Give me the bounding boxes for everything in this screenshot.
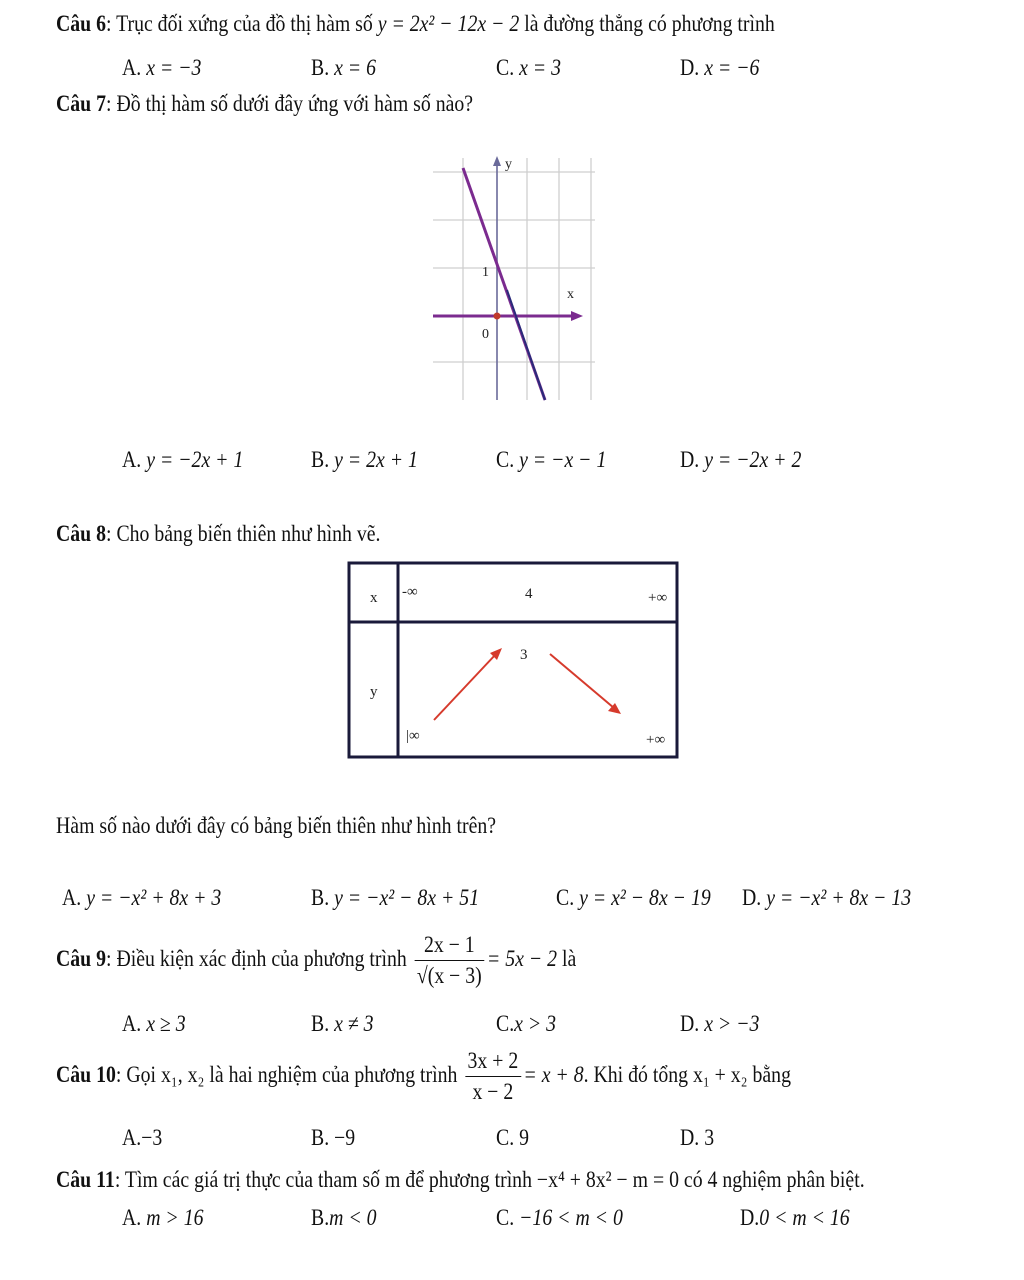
q6-option-a: A. x = −3 (122, 55, 202, 80)
q7-tick-one: 1 (482, 265, 489, 280)
q8-stem (56, 520, 433, 548)
q6-option-d: D. x = −6 (680, 55, 760, 80)
q6-option-b: B. x = 6 (311, 55, 376, 80)
q10-option-c: C. 9 (496, 1125, 529, 1150)
q6-label: Câu 6 (56, 11, 107, 36)
q7-x-arrow (571, 311, 583, 321)
q7-text: : Đồ thị hàm số dưới đây ứng với hàm số nào? (106, 91, 474, 116)
q10-tail: . Khi đó tổng x₁ + x₂ bằng (583, 1061, 791, 1087)
q11-text: : Tìm các giá trị thực của tham số m để phương trình −x⁴ + 8x² − m = 0 có 4 nghiệm phân biệt. (114, 1167, 865, 1192)
q8-x-mid: 4 (525, 586, 533, 602)
q6-stem (56, 10, 892, 38)
q8-x-left: -∞ (402, 584, 418, 600)
q10-stem (56, 1046, 911, 1107)
q9-tail: là (561, 945, 577, 971)
q10-option-a: A.−3 (122, 1125, 163, 1150)
q7-grid (433, 158, 595, 400)
q7-graph (425, 150, 600, 405)
q8-y-label: y (370, 684, 378, 700)
q8-y-right: +∞ (646, 732, 666, 748)
q7-x-label: x (567, 287, 574, 302)
q6-option-c: C. x = 3 (496, 55, 561, 80)
q8-variation-table (346, 560, 680, 760)
q9-option-d: D. x > −3 (680, 1011, 760, 1036)
q8-x-right: +∞ (648, 590, 668, 606)
q10-option-d: D. 3 (680, 1125, 715, 1150)
q7-y-label: y (505, 157, 512, 172)
q11-option-a: A. m > 16 (122, 1205, 204, 1230)
q8-label: Câu 8 (56, 521, 107, 546)
q7-origin-label: 0 (482, 327, 489, 342)
q9-fraction: $\frac{2x - 1}{√(x - 3)}$ (414, 930, 484, 991)
q9-stem (56, 930, 661, 991)
q10-option-b: B. −9 (311, 1125, 356, 1150)
q7-origin-dot (494, 313, 501, 320)
q10-rhs: = x + 8 (523, 1061, 584, 1087)
q9-option-b: B. x ≠ 3 (311, 1011, 374, 1036)
q8-option-c: C. y = x² − 8x − 19 (556, 885, 711, 910)
q7-label: Câu 7 (56, 91, 107, 116)
q11-option-d: D.0 < m < 16 (740, 1205, 850, 1230)
q10-fraction: $\frac{3x + 2}{x - 2}$ (465, 1046, 521, 1107)
q11-option-b: B.m < 0 (311, 1205, 377, 1230)
q6-formula: y = 2x² − 12x − 2 (377, 11, 520, 36)
q8-y-top: 3 (520, 647, 528, 663)
q7-stem (56, 90, 541, 118)
q8-text: : Cho bảng biến thiên như hình vẽ. (106, 521, 381, 546)
q11-label: Câu 11 (56, 1167, 115, 1192)
q9-rhs: = 5x − 2 (486, 945, 558, 971)
q7-option-a: A. y = −2x + 1 (122, 447, 244, 472)
q7-function-line-dark (507, 290, 545, 400)
q8-x-label: x (370, 590, 378, 606)
q9-text: : Điều kiện xác định của phương trình (106, 945, 407, 971)
q8-arrow-up (434, 648, 502, 720)
q8-option-d: D. y = −x² + 8x − 13 (742, 885, 912, 910)
q9-label: Câu 9 (56, 945, 107, 971)
q9-option-a: A. x ≥ 3 (122, 1011, 186, 1036)
q10-label: Câu 10 (56, 1061, 116, 1087)
q8-question: Hàm số nào dưới đây có bảng biến thiên như hình trên? (56, 813, 497, 838)
q11-option-c: C. −16 < m < 0 (496, 1205, 623, 1230)
q8-arrow-down (550, 654, 621, 714)
q8-option-b: B. y = −x² − 8x + 51 (311, 885, 480, 910)
q6-text-before: : Trục đối xứng của đồ thị hàm số (106, 11, 378, 36)
q7-option-c: C. y = −x − 1 (496, 447, 607, 472)
q9-option-c: C.x > 3 (496, 1011, 557, 1036)
q8-option-a: A. y = −x² + 8x + 3 (62, 885, 222, 910)
q7-y-arrow (493, 156, 501, 166)
q6-text-after: là đường thẳng có phương trình (519, 11, 775, 36)
q10-text: : Gọi x₁, x₂ là hai nghiệm của phương trình (115, 1061, 458, 1087)
q11-stem (56, 1166, 996, 1194)
q8-y-left: |∞ (406, 728, 420, 744)
q7-option-b: B. y = 2x + 1 (311, 447, 418, 472)
q7-option-d: D. y = −2x + 2 (680, 447, 802, 472)
